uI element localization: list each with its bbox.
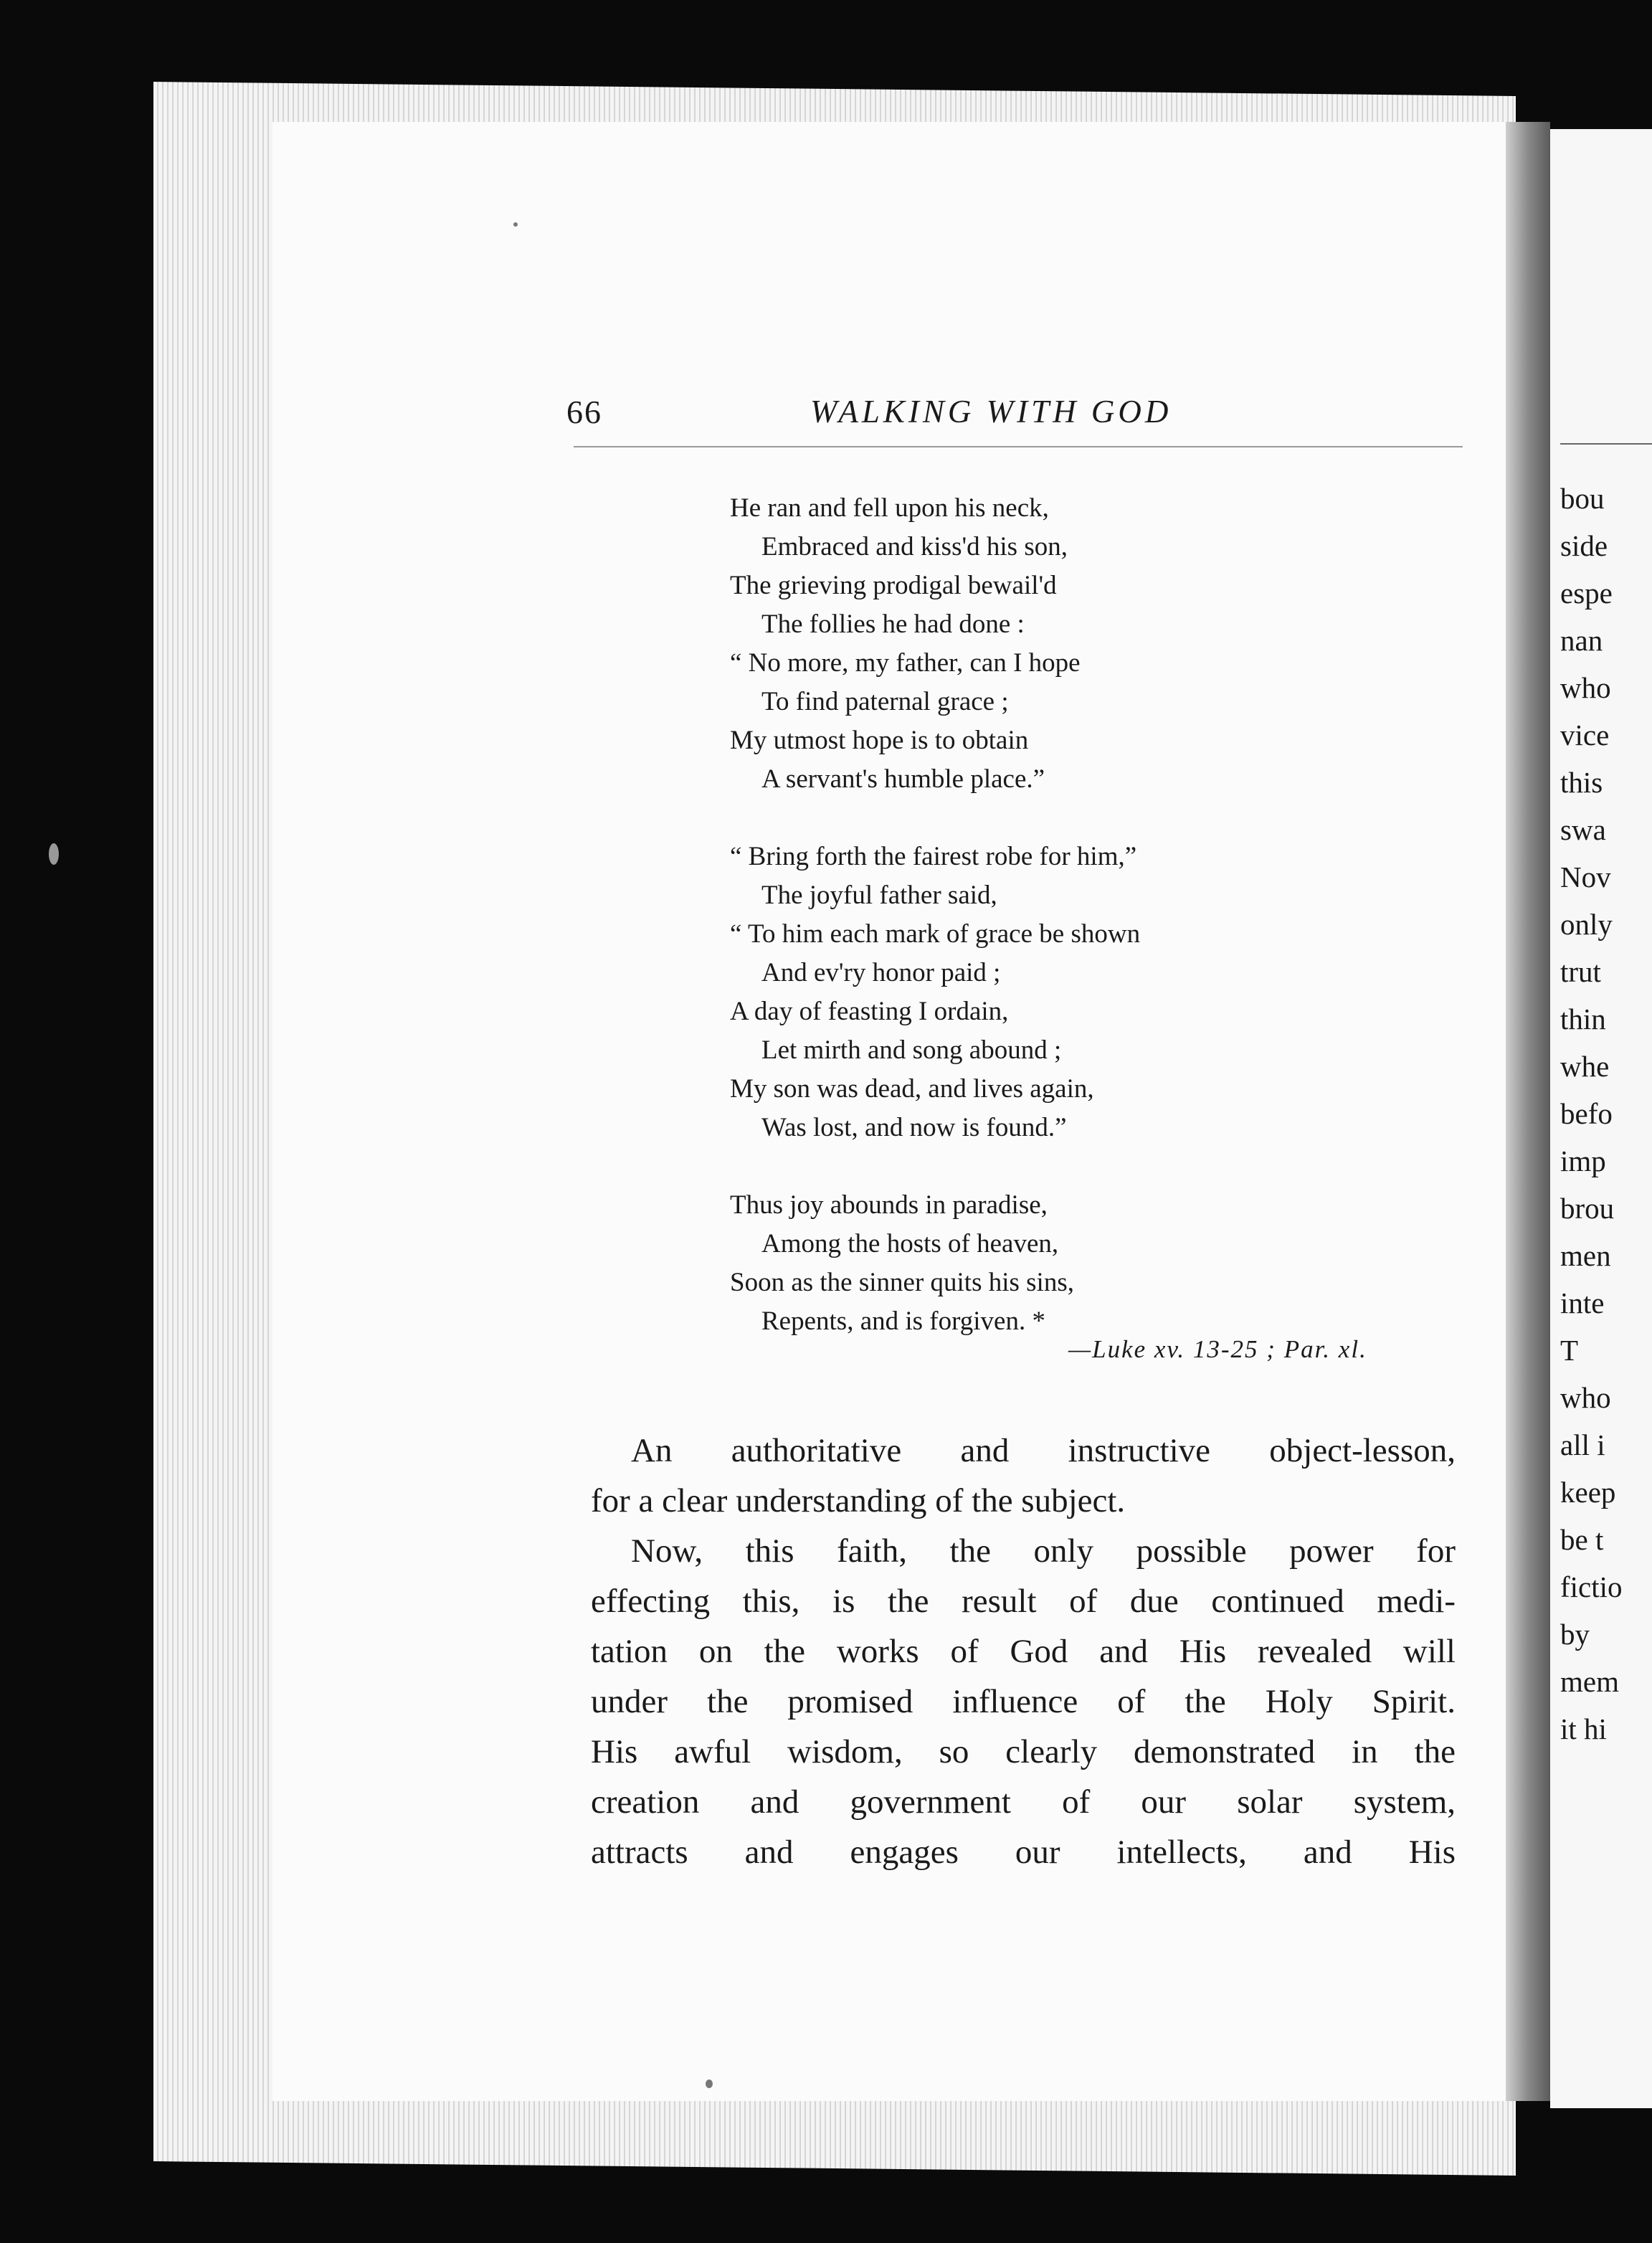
poem-line: Among the hosts of heaven, xyxy=(761,1229,1059,1258)
poem-line: And ev'ry honor paid ; xyxy=(761,958,1001,987)
poem-line: The joyful father said, xyxy=(761,881,997,910)
poem-line: Let mirth and song abound ; xyxy=(761,1035,1062,1065)
text-line: under the promised influence of the Holy Spirit. xyxy=(591,1683,1456,1720)
facing-text-fragment: by xyxy=(1560,1618,1590,1651)
poem-stanza xyxy=(730,1186,1447,1341)
facing-text-fragment: imp xyxy=(1560,1144,1606,1177)
facing-text-fragment: brou xyxy=(1560,1192,1615,1225)
poem-citation: —Luke xv. 13-25 ; Par. xl. xyxy=(1068,1335,1367,1363)
poem xyxy=(730,489,1447,1380)
text-line: effecting this, is the result of due continued medi- xyxy=(591,1583,1456,1620)
poem-line: The follies he had done : xyxy=(761,610,1025,639)
text-line: Now, this faith, the only possible power for xyxy=(631,1532,1456,1570)
facing-text-fragment: bou xyxy=(1560,482,1605,515)
facing-text-fragment: fictio xyxy=(1560,1570,1623,1603)
text-line: for a clear understanding of the subject. xyxy=(591,1482,1126,1519)
facing-text-fragment: espe xyxy=(1560,577,1613,610)
facing-text-fragment: vice xyxy=(1560,719,1610,751)
facing-text-fragment: swa xyxy=(1560,813,1606,846)
page-speck xyxy=(513,222,518,227)
paragraph-1 xyxy=(591,1426,1456,1526)
facing-text-fragment: side xyxy=(1560,529,1608,562)
poem-stanza xyxy=(730,838,1447,1147)
text-line: creation and government of our solar system, xyxy=(591,1783,1456,1821)
facing-text-fragment: who xyxy=(1560,1381,1611,1414)
poem-line: The grieving prodigal bewail'd xyxy=(730,571,1057,600)
book-gutter xyxy=(1506,122,1550,2101)
poem-line: Repents, and is forgiven. * xyxy=(761,1307,1045,1336)
facing-text-fragment: mem xyxy=(1560,1665,1619,1698)
poem-line: “ Bring forth the fairest robe for him,” xyxy=(730,842,1137,871)
paragraph-2 xyxy=(591,1526,1456,1877)
poem-line: “ To him each mark of grace be shown xyxy=(730,919,1141,949)
facing-text-fragment: men xyxy=(1560,1239,1611,1272)
facing-text-fragment: all i xyxy=(1560,1428,1605,1461)
poem-line: Soon as the sinner quits his sins, xyxy=(730,1268,1074,1297)
page-number: 66 xyxy=(566,394,602,430)
facing-text-fragment: thin xyxy=(1560,1002,1606,1035)
poem-line: He ran and fell upon his neck, xyxy=(730,493,1049,523)
running-head: WALKING WITH GOD xyxy=(810,394,1172,430)
text-line: An authoritative and instructive object-lesson, xyxy=(631,1432,1456,1469)
poem-line: My son was dead, and lives again, xyxy=(730,1074,1094,1104)
poem-line: Embraced and kiss'd his son, xyxy=(761,532,1068,561)
page-speck xyxy=(706,2080,713,2088)
facing-text-fragment: trut xyxy=(1560,955,1601,988)
facing-page-text xyxy=(1560,475,1652,1753)
poem-line: “ No more, my father, can I hope xyxy=(730,648,1081,678)
facing-header-rule xyxy=(1560,443,1652,445)
facing-text-fragment: be t xyxy=(1560,1523,1604,1556)
poem-line: To find paternal grace ; xyxy=(761,687,1009,716)
poem-line: Thus joy abounds in paradise, xyxy=(730,1190,1048,1220)
facing-text-fragment: nan xyxy=(1560,624,1603,657)
poem-line: A servant's humble place.” xyxy=(761,764,1045,794)
poem-line: A day of feasting I ordain, xyxy=(730,997,1009,1026)
page-header xyxy=(566,393,1463,443)
body-text xyxy=(591,1426,1456,1877)
facing-text-fragment: whe xyxy=(1560,1050,1610,1083)
page-speck xyxy=(49,843,59,865)
header-rule xyxy=(574,446,1463,447)
facing-text-fragment: keep xyxy=(1560,1476,1616,1509)
facing-text-fragment: only xyxy=(1560,908,1613,941)
facing-text-fragment: this xyxy=(1560,766,1603,799)
text-line: attracts and engages our intellects, and His xyxy=(591,1834,1456,1871)
facing-text-fragment: it hi xyxy=(1560,1712,1607,1745)
poem-stanza xyxy=(730,489,1447,799)
facing-text-fragment: who xyxy=(1560,671,1611,704)
facing-text-fragment: inte xyxy=(1560,1286,1605,1319)
poem-line: Was lost, and now is found.” xyxy=(761,1113,1067,1142)
facing-text-fragment: Nov xyxy=(1560,860,1611,893)
text-line: His awful wisdom, so clearly demonstrated in the xyxy=(591,1733,1456,1770)
facing-text-fragment: befo xyxy=(1560,1097,1613,1130)
facing-text-fragment: T xyxy=(1560,1334,1579,1367)
poem-line: My utmost hope is to obtain xyxy=(730,726,1029,755)
text-line: tation on the works of God and His revealed will xyxy=(591,1633,1456,1670)
